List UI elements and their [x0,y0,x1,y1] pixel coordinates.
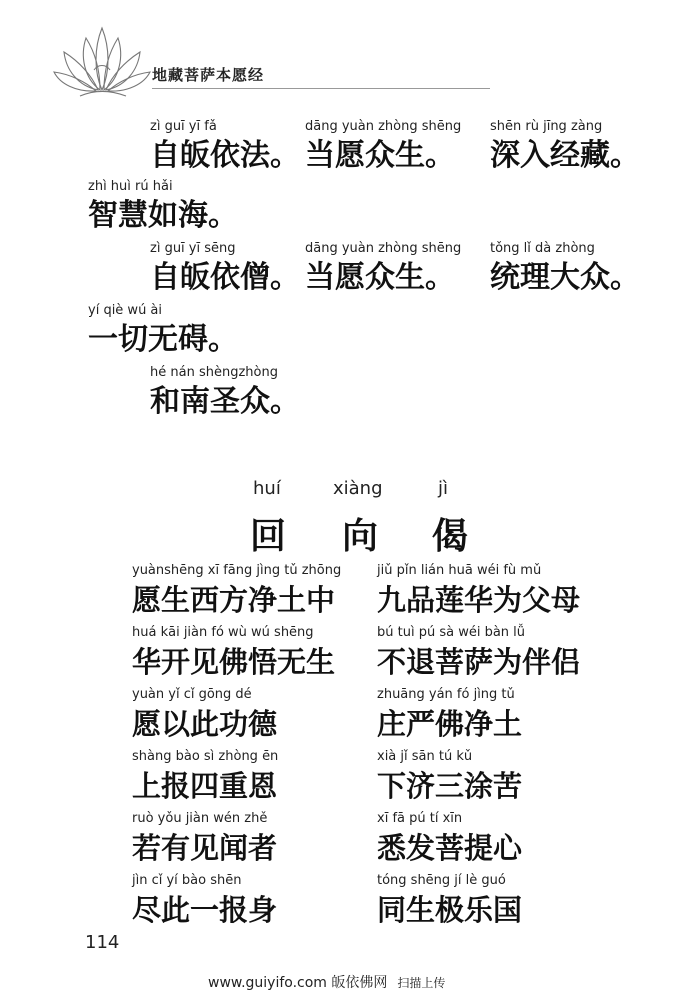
vow-segment [150,364,300,422]
vow-segment [88,302,238,360]
verse-line [377,562,580,620]
verse-line [132,748,278,806]
header-title: 地藏菩萨本愿经 [152,66,265,84]
hanzi: 愿生西方净土中 [132,583,336,617]
header-divider [152,88,490,89]
hanzi: 当愿众生。 [305,260,455,295]
pinyin: jìn cǐ yí bào shēn [132,873,242,888]
hanzi: 愿以此功德 [132,707,278,741]
vow-segment [150,240,300,298]
page-header [0,0,697,100]
pinyin: zhuāng yán fó jìng tǔ [377,687,515,702]
pinyin: zhì huì rú hǎi [88,179,173,194]
pinyin: zì guī yī sēng [150,241,236,256]
verse-line [377,686,522,744]
hanzi: 当愿众生。 [305,138,455,173]
vow-segment [150,118,300,176]
vow-segment [490,118,640,176]
verse-line [132,624,335,682]
vow-segment [490,240,640,298]
verse-line [377,624,580,682]
pinyin: tǒng lǐ dà zhòng [490,241,595,256]
pinyin: yí qiè wú ài [88,303,163,318]
pinyin: tóng shēng jí lè guó [377,873,506,888]
lotus-icon [50,20,155,100]
hanzi: 下济三涂苦 [377,769,523,803]
page-number: 114 [85,932,120,953]
pinyin: dāng yuàn zhòng shēng [305,241,462,256]
hanzi: 华开见佛悟无生 [132,645,336,679]
hanzi: 自皈依僧。 [150,260,300,295]
pinyin: huá kāi jiàn fó wù wú shēng [132,625,314,640]
pinyin: shàng bào sì zhòng ēn [132,749,279,764]
footer-site[interactable]: www.guiyifo.com 皈依佛网 [208,975,388,991]
footer [208,972,445,992]
hanzi: 一切无碍。 [88,322,238,357]
gatha-title-pinyin: huí [253,478,281,499]
vow-segment [305,240,461,298]
footer-note: 扫描上传 [397,976,446,990]
pinyin: ruò yǒu jiàn wén zhě [132,811,268,826]
verse-line [377,872,522,930]
pinyin: bú tuì pú sà wéi bàn lǚ [377,625,526,640]
verse-line [377,748,522,806]
pinyin: jiǔ pǐn lián huā wéi fù mǔ [377,563,542,578]
hanzi: 自皈依法。 [150,138,300,173]
hanzi: 同生极乐国 [377,893,523,927]
hanzi: 悉发菩提心 [377,831,523,865]
hanzi: 上报四重恩 [132,769,278,803]
vow-segment [305,118,461,176]
verse-line [132,562,341,620]
verse-line [132,810,277,868]
hanzi: 庄严佛净土 [377,707,523,741]
hanzi: 九品莲华为父母 [377,583,581,617]
pinyin: xià jǐ sān tú kǔ [377,749,473,764]
gatha-title-pinyin: xiàng [333,478,383,499]
pinyin: zì guī yī fǎ [150,119,217,134]
verse-line [377,810,522,868]
verse-line [132,686,277,744]
pinyin: xī fā pú tí xīn [377,811,463,826]
vow-segment [88,178,238,236]
pinyin: yuànshēng xī fāng jìng tǔ zhōng [132,563,342,578]
hanzi: 尽此一报身 [132,893,278,927]
gatha-title: 偈 [432,516,469,557]
hanzi: 若有见闻者 [132,831,278,865]
gatha-title: 向 [342,516,379,557]
verse-line [132,872,277,930]
gatha-title: 回 [250,516,287,557]
pinyin: shēn rù jīng zàng [490,119,603,134]
pinyin: hé nán shèngzhòng [150,365,278,380]
hanzi: 不退菩萨为伴侣 [377,645,581,679]
pinyin: dāng yuàn zhòng shēng [305,119,462,134]
hanzi: 统理大众。 [490,260,640,295]
pinyin: yuàn yǐ cǐ gōng dé [132,687,252,702]
gatha-title-pinyin: jì [438,478,449,499]
hanzi: 和南圣众。 [150,384,300,419]
hanzi: 深入经藏。 [490,138,640,173]
hanzi: 智慧如海。 [88,198,238,233]
